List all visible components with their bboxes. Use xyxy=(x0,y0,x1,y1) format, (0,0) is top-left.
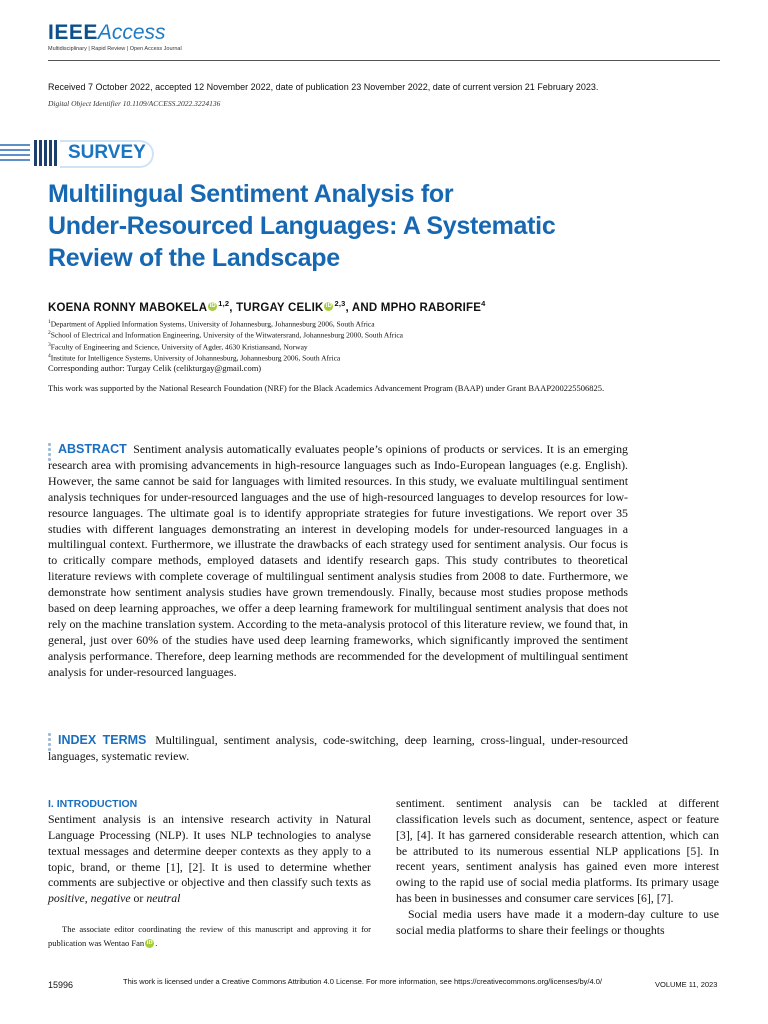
orcid-icon[interactable]: iD xyxy=(209,302,216,309)
paragraph: Social media users have made it a modern-day culture to use social media platforms to share their feelings or thoughts xyxy=(396,906,719,937)
orcid-icon[interactable]: iD xyxy=(146,940,153,946)
author-affil-sup: 2,3 xyxy=(334,299,346,308)
paper-title xyxy=(48,178,688,274)
affiliation-item: $^3$Faculty of Engineering and Science, University of Agder, 4630 Kristiansand, Norway xyxy=(48,341,308,352)
paragraph: sentiment. sentiment analysis can be tackled at different classification levels such as document, sentence, aspect or feature [3], [4]. It has garnered considerable research attention, which can be attributed to its numerous essential NLP applications [5]. In recent years, sentiment analysis has gained even more interest owing to the rapid use of social media platforms. Its primary usage has been in businesses and consumer care services [6], [7]. xyxy=(396,796,719,906)
intro-left-column: Sentiment analysis is an intensive research activity in Natural Language Processing (NLP). It uses NLP technologies to analyse textual messages and determine deeper contexts as they apply to a topic, brand, or theme [1], [2]. It is used to determine whether comments are subjective or objective and then classify such texts as positive, negative or neutral xyxy=(48,812,371,906)
abstract-heading: ABSTRACT xyxy=(58,442,127,456)
abstract-text: Sentiment analysis automatically evaluates people’s opinions of products or services. It is an emerging research area with promising advancements in high-resource languages such as Indo-European languages (e.g. English). However, the same cannot be said for languages with limited resources. In this study, we evaluate multilingual sentiment analysis techniques for under-resourced languages and the use of high-resourced languages to develop resources for low-resource languages. The ultimate goal is to identify appropriate strategies for future investigations. We report over 35 studies with different languages demonstrating an interest in developing models for under-resourced languages in a multilingual context. Furthermore, we illustrate the drawbacks of each strategy used for sentiment analysis. Our focus is to critically compare methods, employed datasets and identify research gaps. This study contributes to theoretical literature reviews with complete coverage of multilingual sentiment analysis studies from 2008 to date. Furthermore, we demonstrate how sentiment analysis studies have grown tremendously. Finally, because most studies propose methods based on deep learning approaches, we offer a deep learning framework for multilingual sentiment analysis that does not rely on the machine translation system. According to the meta-analysis protocol of this literature review, we found that, in general, just over 60% of the studies have used deep learning frameworks, which significantly improved the sentiment analysis performance. Therefore, deep learning methods are recommended for the development of multilingual sentiment analysis for under-resourced languages. xyxy=(48,442,628,679)
abstract xyxy=(48,442,628,681)
orcid-icon[interactable]: iD xyxy=(325,302,333,309)
author-affil-sup: 4 xyxy=(481,299,486,308)
author-name: , TURGAY CELIK xyxy=(229,301,324,314)
title-line: Under-Resourced Languages: A Systematic xyxy=(48,212,556,240)
doi: Digital Object Identifier 10.1109/ACCESS.2022.3224136 xyxy=(48,99,221,108)
index-terms-text: Multilingual, sentiment analysis, code-switching, deep learning, cross-lingual, under-resourced languages, systematic review. xyxy=(48,733,628,763)
section-type-label: SURVEY xyxy=(68,142,146,163)
index-terms xyxy=(48,733,628,765)
logo-ieee: IEEE xyxy=(48,21,98,44)
section-heading: I. INTRODUCTION xyxy=(48,798,138,810)
index-terms-heading: INDEX TERMS xyxy=(58,733,147,747)
logo-access: Access xyxy=(97,21,166,44)
journal-logo xyxy=(48,22,166,44)
affiliation-item: $^4$Institute for Intelligence Systems, University of Johannesburg, Johannesburg 2006, South Africa xyxy=(48,352,341,363)
survey-stripes-icon xyxy=(0,138,62,168)
title-line: Multilingual Sentiment Analysis for xyxy=(48,180,454,208)
author-list xyxy=(48,299,486,314)
volume-info: VOLUME 11, 2023 xyxy=(655,980,718,989)
author-affil-sup: 1,2 xyxy=(218,299,230,308)
received-dates: Received 7 October 2022, accepted 12 November 2022, date of publication 23 November 2022, date of current version 21 February 2023. xyxy=(48,82,599,92)
affiliations xyxy=(48,318,403,363)
editor-footnote: The associate editor coordinating the review of this manuscript and approving it for publication was Wentao Fan iD . xyxy=(48,924,371,948)
funding-note: This work was supported by the National Research Foundation (NRF) for the Black Academics Advancement Program (BAAP) under Grant BAAP200225506825. xyxy=(48,383,605,393)
affiliation-item: $^1$Department of Applied Information Systems, University of Johannesburg, Johannesburg 2006, South Africa xyxy=(48,319,375,329)
intro-right-column xyxy=(396,796,719,939)
header-rule xyxy=(48,60,720,61)
page-number: 15996 xyxy=(48,980,74,990)
author-name: KOENA RONNY MABOKELA xyxy=(48,301,208,314)
affiliation-item: $^2$School of Electrical and Information Engineering, University of the Witwatersrand, Johannesburg 2000, South Africa xyxy=(48,330,404,340)
journal-tagline: Multidisciplinary | Rapid Review | Open Access Journal xyxy=(48,46,182,52)
license-note[interactable]: This work is licensed under a Creative Commons Attribution 4.0 License. For more information, see https://creativecommons.org/licenses/by/4.0/ xyxy=(123,977,602,986)
title-line: Review of the Landscape xyxy=(48,244,340,272)
author-name: , AND MPHO RABORIFE xyxy=(345,301,482,314)
corresponding-author: Corresponding author: Turgay Celik (celikturgay@gmail.com) xyxy=(48,363,262,373)
